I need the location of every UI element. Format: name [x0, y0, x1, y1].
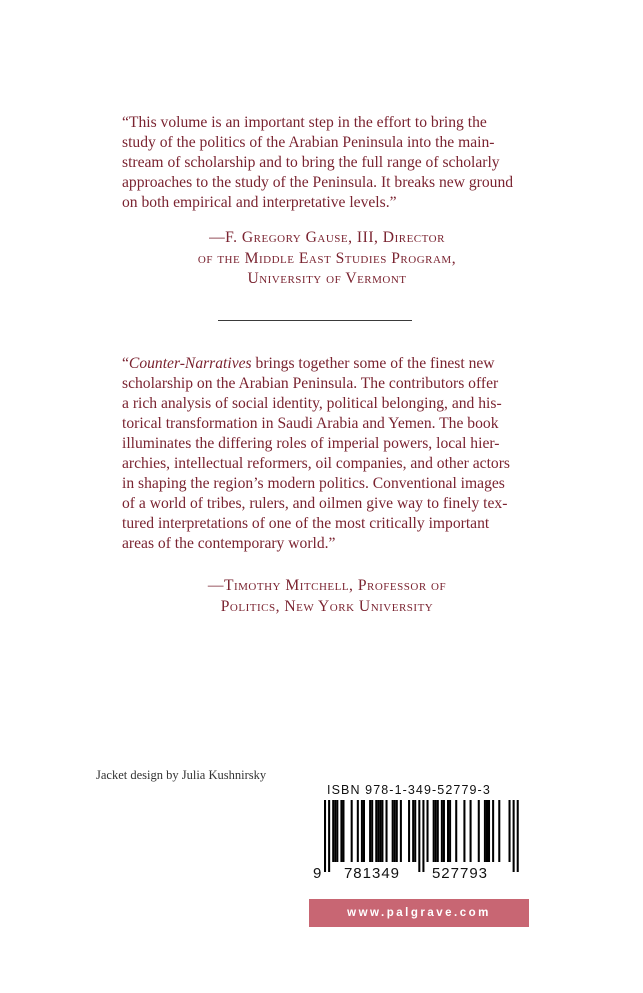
- barcode-bar: [486, 800, 488, 862]
- attribution-line: University of Vermont: [247, 270, 407, 287]
- quote-2-line: tured interpretations of one of the most critically important: [122, 515, 490, 532]
- barcode-bar: [509, 800, 511, 862]
- barcode-bar: [400, 800, 402, 862]
- barcode-bar: [443, 800, 445, 862]
- barcode-bar: [435, 800, 437, 862]
- quote-1-line: “This volume is an important step in the effort to bring the: [122, 114, 487, 131]
- isbn-label: ISBN 978-1-349-52779-3: [327, 783, 491, 797]
- barcode-bar: [427, 800, 429, 862]
- barcode-bar: [441, 800, 443, 862]
- barcode-bar: [396, 800, 398, 862]
- barcode-digits-left: 781349: [343, 865, 401, 880]
- jacket-design-credit: Jacket design by Julia Kushnirsky: [96, 768, 267, 782]
- quote-2: [122, 354, 532, 554]
- quote-2-line: scholarship on the Arabian Peninsula. The contributors offer: [122, 375, 499, 392]
- quote-1-attribution: [122, 228, 532, 290]
- barcode-bar: [422, 800, 424, 872]
- barcode-bars: [324, 800, 519, 872]
- barcode-bar: [386, 800, 388, 862]
- barcode-bar: [492, 800, 494, 862]
- barcode-bar: [470, 800, 472, 862]
- quote-2-line: illuminates the differing roles of imperial powers, local hier-: [122, 435, 500, 452]
- barcode-bar: [371, 800, 373, 862]
- isbn-barcode: [311, 800, 527, 880]
- attribution-line: of the Middle East Studies Program,: [197, 249, 457, 267]
- barcode-bar: [377, 800, 379, 862]
- book-title: Counter-Narratives: [128, 355, 252, 372]
- barcode-bar: [375, 800, 377, 862]
- barcode-bar: [513, 800, 515, 872]
- barcode-bar: [361, 800, 363, 862]
- barcode-bar: [394, 800, 396, 862]
- quote-1: [122, 113, 532, 213]
- barcode-bar: [449, 800, 451, 862]
- barcode-bar: [433, 800, 435, 862]
- quote-2-line: archies, intellectual reformers, oil companies, and other actors: [122, 455, 510, 472]
- quote-2-line: areas of the contemporary world.”: [122, 535, 336, 552]
- quote-2-line: in shaping the region’s modern politics. Conventional images: [122, 475, 505, 492]
- barcode-bar: [488, 800, 490, 862]
- website-url: www.palgrave.com: [347, 907, 491, 919]
- barcode-bar: [332, 800, 334, 862]
- quote-2-line: a rich analysis of social identity, political belonging, and his-: [122, 395, 502, 412]
- barcode-bar: [324, 800, 326, 872]
- barcode-bar: [392, 800, 394, 862]
- barcode-bar: [328, 800, 330, 872]
- barcode-bar: [336, 800, 338, 862]
- quote-2-first-line: [122, 354, 532, 374]
- attribution-line: —Timothy Mitchell, Professor of: [207, 577, 447, 594]
- quote-1-line: study of the politics of the Arabian Peninsula into the main-: [122, 134, 495, 151]
- barcode-digit-lead: 9: [313, 865, 322, 880]
- barcode-bar: [357, 800, 359, 862]
- barcode-bar: [447, 800, 449, 862]
- quote-1-line: stream of scholarship and to bring the full range of scholarly: [122, 154, 500, 171]
- quote-1-line: approaches to the study of the Peninsula. It breaks new ground: [122, 174, 514, 191]
- barcode-bar: [478, 800, 480, 862]
- attribution-line: —F. Gregory Gause, III, Director: [209, 229, 445, 246]
- barcode-digits-right: 527793: [431, 865, 489, 880]
- publisher-website-bar: [309, 899, 529, 927]
- barcode-bar: [408, 800, 410, 862]
- barcode-bar: [351, 800, 353, 862]
- barcode-bar: [463, 800, 465, 862]
- barcode-bar: [412, 800, 414, 862]
- barcode-bar: [363, 800, 365, 862]
- section-divider: [218, 320, 412, 321]
- quote-2-line: of a world of tribes, rulers, and oilmen give way to finely tex-: [122, 495, 508, 512]
- barcode-bar: [414, 800, 416, 862]
- barcode-bar: [379, 800, 381, 862]
- barcode-bar: [369, 800, 371, 862]
- barcode-bar: [455, 800, 457, 862]
- barcode-bar: [517, 800, 519, 872]
- quote-2-attribution: [122, 576, 532, 617]
- barcode-bar: [418, 800, 420, 872]
- quote-1-line: on both empirical and interpretative levels.”: [122, 194, 397, 211]
- barcode-bar: [498, 800, 500, 862]
- barcode-bar: [381, 800, 383, 862]
- attribution-line: Politics, New York University: [220, 597, 434, 615]
- barcode-bar: [334, 800, 336, 862]
- barcode-bar: [342, 800, 344, 862]
- quote-2-first-line-rest: brings together some of the finest new: [251, 355, 495, 372]
- barcode-bar: [340, 800, 342, 862]
- quote-2-line: torical transformation in Saudi Arabia and Yemen. The book: [122, 415, 499, 432]
- barcode-bar: [484, 800, 486, 862]
- open-quote-mark: “: [122, 355, 129, 372]
- barcode-bar: [437, 800, 439, 862]
